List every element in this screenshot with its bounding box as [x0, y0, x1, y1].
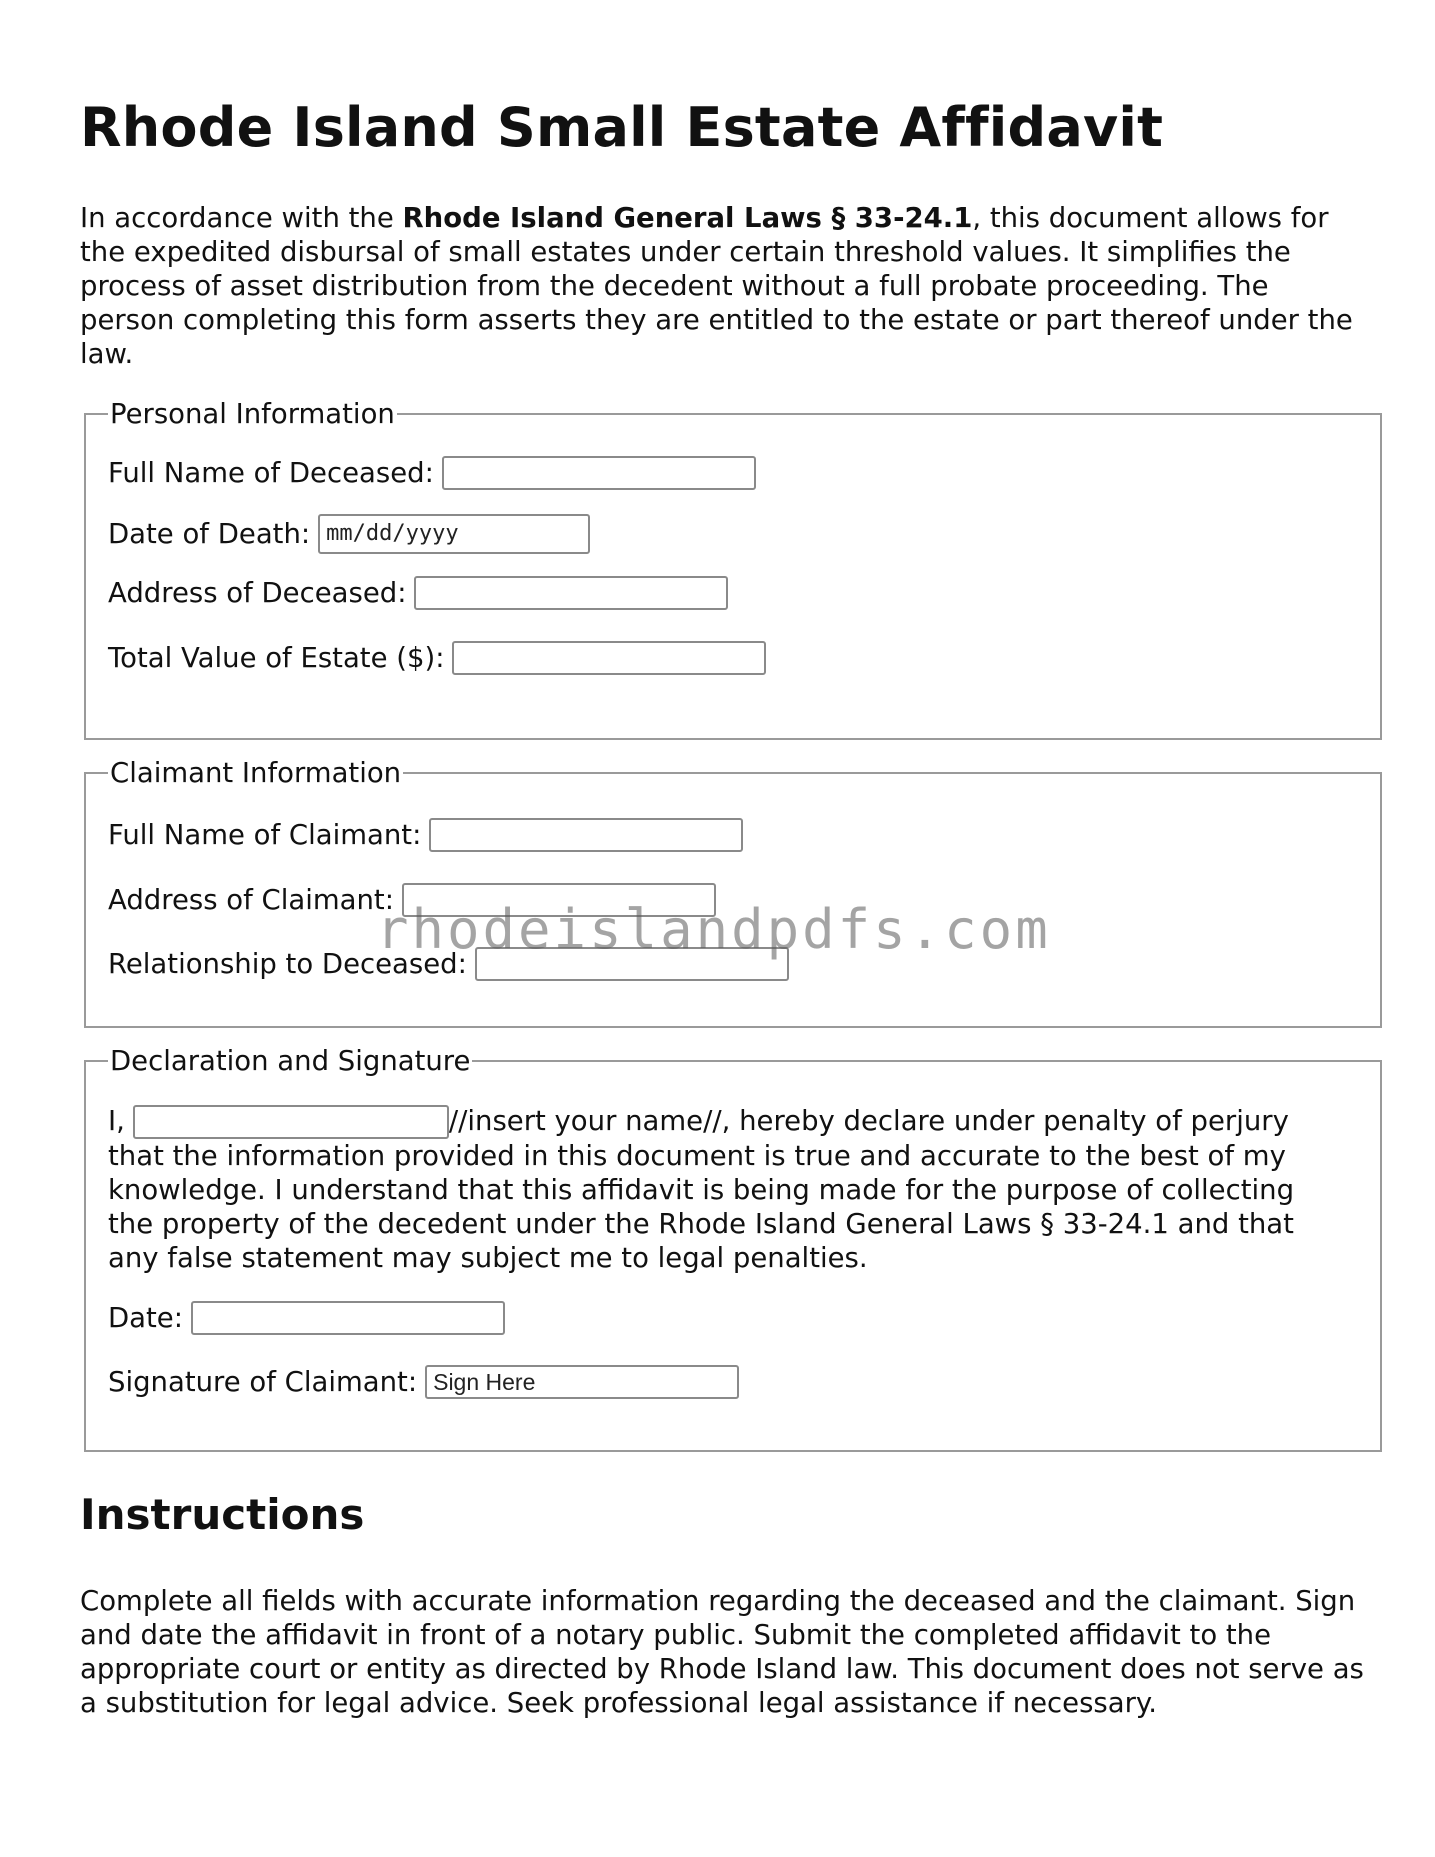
estate-value-row — [108, 641, 1355, 675]
declaration-date-input[interactable] — [191, 1301, 505, 1335]
deceased-address-row — [108, 576, 1355, 610]
claimant-information-legend: Claimant Information — [110, 756, 402, 789]
claimant-name-label: Full Name of Claimant: — [108, 818, 422, 851]
date-of-death-input[interactable]: mm/dd/yyyy — [318, 514, 590, 554]
signature-input[interactable]: Sign Here — [425, 1365, 739, 1399]
relationship-label: Relationship to Deceased: — [108, 947, 467, 980]
claimant-address-row — [108, 883, 1355, 917]
declaration-statement — [108, 1104, 1338, 1275]
intro-text-start: In accordance with the — [80, 201, 403, 234]
deceased-address-input[interactable] — [414, 576, 728, 610]
intro-text-end: , this document allows for the expedited disbursal of small estates under certain threshold values. It simplifies the process of asset distribution from the decedent without a full probate proceeding. The person completing this form asserts they are entitled to the estate or part thereof under the law. — [80, 201, 1353, 370]
instructions-heading: Instructions — [80, 1489, 365, 1539]
intro-paragraph — [80, 201, 1365, 371]
intro-law-reference: Rhode Island General Laws § 33-24.1 — [402, 201, 973, 234]
personal-information-legend: Personal Information — [110, 397, 395, 430]
affidavit-page — [80, 96, 1364, 1720]
claimant-name-input[interactable] — [429, 818, 743, 852]
claimant-address-input[interactable] — [402, 883, 716, 917]
relationship-row — [108, 947, 1355, 981]
deceased-name-input[interactable] — [442, 456, 756, 490]
declaration-text: //insert your name//, hereby declare under penalty of perjury that the information provided in this document is true and accurate to the best of my knowledge. I understand that this affidavit is being made for the purpose of collecting the property of the decedent under the Rhode Island General Laws § 33-24.1 and that any false statement may subject me to legal penalties. — [108, 1104, 1295, 1274]
page-title: Rhode Island Small Estate Affidavit — [80, 96, 1164, 159]
declarant-name-input[interactable] — [133, 1105, 449, 1139]
signature-label: Signature of Claimant: — [108, 1365, 418, 1398]
date-of-death-row — [108, 514, 1355, 554]
estate-value-input[interactable] — [452, 641, 766, 675]
relationship-input[interactable] — [475, 947, 789, 981]
date-of-death-label: Date of Death: — [108, 517, 311, 550]
deceased-name-row — [108, 456, 1355, 490]
deceased-address-label: Address of Deceased: — [108, 576, 407, 609]
declaration-prefix: I, — [108, 1104, 125, 1137]
estate-value-label: Total Value of Estate ($): — [108, 641, 445, 674]
declaration-section — [84, 1044, 1382, 1452]
declaration-date-label: Date: — [108, 1301, 183, 1334]
declaration-date-row — [108, 1301, 1355, 1335]
signature-row — [108, 1365, 1355, 1399]
claimant-address-label: Address of Claimant: — [108, 883, 394, 916]
personal-information-section — [84, 397, 1382, 740]
declaration-legend: Declaration and Signature — [110, 1044, 471, 1077]
instructions-text: Complete all fields with accurate information regarding the deceased and the claimant. Sign and date the affidavit in front of a notary public. Submit the completed affidavit to the appropriate court or entity as directed by Rhode Island law. This document does not serve as a substitution for legal advice. Seek professional legal assistance if necessary. — [80, 1585, 1364, 1720]
deceased-name-label: Full Name of Deceased: — [108, 456, 434, 489]
claimant-name-row — [108, 818, 1355, 852]
watermark-text: rhodeislandpdfs.com — [376, 898, 1051, 961]
claimant-information-section — [84, 756, 1382, 1028]
